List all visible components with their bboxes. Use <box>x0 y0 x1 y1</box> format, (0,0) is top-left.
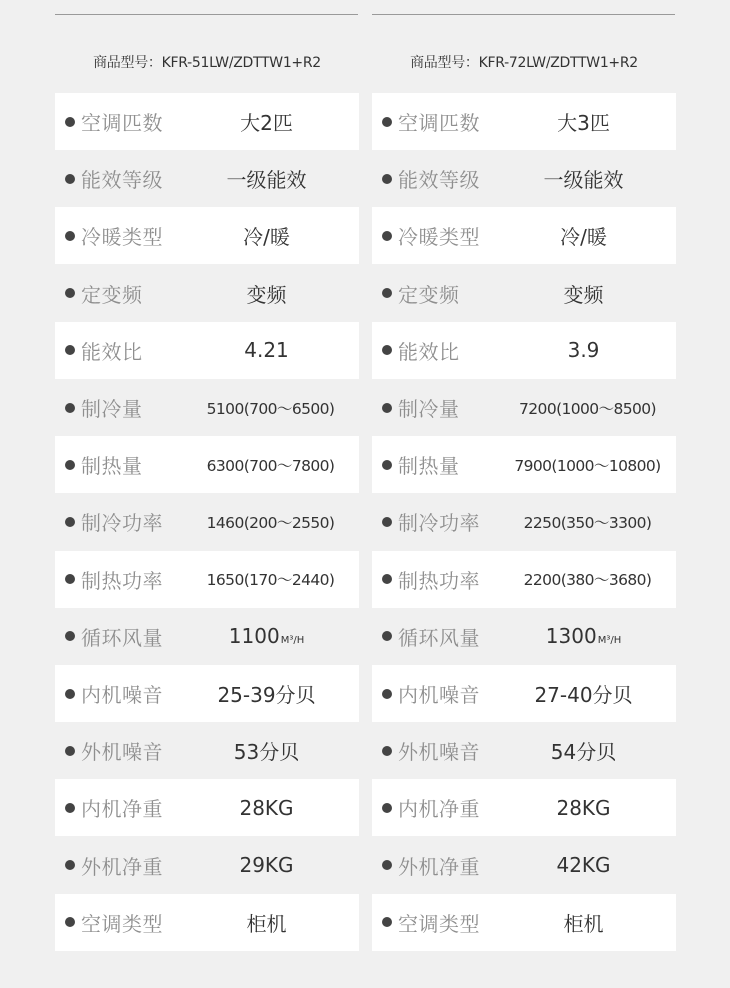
top-divider-right <box>372 14 675 15</box>
spec-row <box>372 779 676 836</box>
spec-value <box>503 454 676 476</box>
spec-value <box>186 624 359 648</box>
spec-value <box>503 624 676 648</box>
spec-label: 制冷功率 <box>398 511 480 536</box>
bullet-dot-icon <box>65 174 75 184</box>
spec-value <box>503 908 676 937</box>
spec-row <box>55 493 359 550</box>
spec-row <box>372 551 676 608</box>
bullet-dot-icon <box>382 631 392 641</box>
spec-label: 定变频 <box>398 282 460 307</box>
bullet-dot-icon <box>382 231 392 241</box>
spec-label: 空调匹数 <box>398 111 480 135</box>
spec-value <box>503 164 676 193</box>
spec-value-text: 变频 <box>563 282 604 307</box>
bullet-dot-icon <box>65 517 75 527</box>
spec-value <box>186 853 359 877</box>
spec-label: 制冷量 <box>81 397 143 421</box>
bullet-dot-icon <box>65 117 75 127</box>
spec-label: 制冷量 <box>398 397 460 421</box>
bullet-dot-icon <box>382 574 392 584</box>
spec-value <box>186 511 359 533</box>
spec-row <box>372 665 676 722</box>
bullet-dot-icon <box>65 917 75 927</box>
spec-label: 循环风量 <box>81 625 163 650</box>
spec-row <box>55 779 359 836</box>
spec-value <box>503 796 676 820</box>
spec-value-text: 冷/暖 <box>560 225 607 250</box>
spec-label: 制热功率 <box>398 568 480 593</box>
spec-value-text: 柜机 <box>246 911 287 936</box>
bullet-dot-icon <box>382 460 392 470</box>
spec-row <box>55 894 359 951</box>
bullet-dot-icon <box>382 860 392 870</box>
bullet-dot-icon <box>65 231 75 241</box>
spec-value-text: 一级能效 <box>543 168 624 193</box>
spec-row <box>55 665 359 722</box>
spec-value-text: 25-39分贝 <box>217 683 316 707</box>
spec-value-text: 4.21 <box>244 338 289 363</box>
model-number: 商品型号：KFR-72LW/ZDTTW1+R2 <box>410 55 638 71</box>
spec-label: 外机噪音 <box>81 740 163 765</box>
spec-label: 内机净重 <box>398 797 480 822</box>
spec-value-text: 2250(350～3300) <box>523 513 652 532</box>
spec-value <box>186 908 359 937</box>
bullet-dot-icon <box>382 174 392 184</box>
spec-label: 能效比 <box>81 339 143 364</box>
spec-row <box>372 493 676 550</box>
bullet-dot-icon <box>382 517 392 527</box>
spec-label: 外机净重 <box>398 854 480 879</box>
spec-value-text: 3.9 <box>567 338 600 363</box>
spec-value-text: 2200(380～3680) <box>523 571 652 590</box>
spec-row <box>55 436 359 493</box>
spec-value <box>503 279 676 308</box>
spec-value-text: 1300 <box>545 624 597 649</box>
spec-label: 内机噪音 <box>398 683 480 707</box>
bullet-dot-icon <box>65 803 75 813</box>
spec-value <box>186 679 359 708</box>
spec-value-text: 一级能效 <box>226 168 307 193</box>
spec-label: 外机净重 <box>81 854 163 879</box>
spec-value-text: 变频 <box>246 282 287 307</box>
spec-value <box>503 221 676 250</box>
spec-value <box>186 796 359 820</box>
spec-unit: M³/H <box>597 635 622 647</box>
bullet-dot-icon <box>382 746 392 756</box>
spec-value <box>186 279 359 308</box>
spec-value-text: 大3匹 <box>557 111 610 135</box>
spec-value-text: 29KG <box>239 853 294 878</box>
spec-label: 能效等级 <box>398 168 480 193</box>
spec-value <box>503 853 676 877</box>
spec-label: 能效比 <box>398 339 460 364</box>
spec-value <box>503 338 676 362</box>
spec-row <box>55 608 359 665</box>
spec-row <box>55 93 359 150</box>
spec-row <box>372 894 676 951</box>
spec-row <box>55 150 359 207</box>
model-number: 商品型号：KFR-51LW/ZDTTW1+R2 <box>93 55 321 71</box>
spec-value-text: 28KG <box>239 795 294 820</box>
spec-value-text: 6300(700～7800) <box>206 456 335 475</box>
spec-value <box>503 107 676 136</box>
spec-row <box>55 551 359 608</box>
spec-label: 制热量 <box>398 454 460 479</box>
bullet-dot-icon <box>382 345 392 355</box>
spec-label: 内机净重 <box>81 797 163 822</box>
spec-row <box>55 265 359 322</box>
bullet-dot-icon <box>382 803 392 813</box>
bullet-dot-icon <box>65 574 75 584</box>
spec-value-text: 5100(700～6500) <box>206 399 335 418</box>
spec-row <box>372 436 676 493</box>
spec-value <box>186 164 359 193</box>
spec-value <box>186 454 359 476</box>
top-divider-left <box>55 14 358 15</box>
spec-value-text: 28KG <box>556 795 611 820</box>
bullet-dot-icon <box>65 689 75 699</box>
spec-row <box>372 150 676 207</box>
spec-value-text: 1460(200～2550) <box>206 513 335 532</box>
spec-row <box>55 722 359 779</box>
spec-label: 循环风量 <box>398 625 480 650</box>
spec-value <box>503 679 676 708</box>
bullet-dot-icon <box>65 403 75 413</box>
spec-row <box>372 837 676 894</box>
spec-row <box>55 379 359 436</box>
bullet-dot-icon <box>65 746 75 756</box>
spec-row <box>372 322 676 379</box>
spec-value <box>186 338 359 362</box>
spec-value-text: 54分贝 <box>550 740 617 765</box>
bullet-dot-icon <box>65 345 75 355</box>
spec-label: 制热量 <box>81 454 143 479</box>
spec-value <box>503 511 676 533</box>
spec-value <box>186 568 359 590</box>
spec-value-text: 柜机 <box>563 911 604 936</box>
bullet-dot-icon <box>65 288 75 298</box>
spec-label: 冷暖类型 <box>81 225 163 250</box>
bullet-dot-icon <box>382 117 392 127</box>
spec-value <box>186 736 359 765</box>
spec-label: 空调匹数 <box>81 111 163 135</box>
spec-row <box>372 722 676 779</box>
bullet-dot-icon <box>65 631 75 641</box>
bullet-dot-icon <box>65 460 75 470</box>
spec-label: 定变频 <box>81 282 143 307</box>
spec-value-text: 53分贝 <box>233 740 300 765</box>
spec-row <box>372 379 676 436</box>
spec-row <box>55 837 359 894</box>
spec-value <box>186 107 359 136</box>
spec-value <box>186 221 359 250</box>
bullet-dot-icon <box>65 860 75 870</box>
spec-row <box>55 322 359 379</box>
spec-value-text: 大2匹 <box>240 111 293 135</box>
spec-value-text: 1100 <box>228 624 280 649</box>
spec-label: 制冷功率 <box>81 511 163 536</box>
spec-label: 冷暖类型 <box>398 225 480 250</box>
bullet-dot-icon <box>382 288 392 298</box>
spec-value-text: 1650(170～2440) <box>206 571 335 590</box>
spec-value-text: 冷/暖 <box>243 225 290 250</box>
spec-value <box>186 397 359 419</box>
spec-row <box>372 93 676 150</box>
spec-label: 制热功率 <box>81 568 163 593</box>
spec-value <box>503 736 676 765</box>
spec-value-text: 27-40分贝 <box>534 683 633 707</box>
bullet-dot-icon <box>382 917 392 927</box>
spec-value-text: 42KG <box>556 853 611 878</box>
spec-row <box>372 207 676 264</box>
spec-unit: M³/H <box>280 635 305 647</box>
spec-label: 空调类型 <box>81 911 163 936</box>
spec-row <box>372 265 676 322</box>
spec-row <box>55 207 359 264</box>
spec-value-text: 7900(1000～10800) <box>514 456 661 475</box>
spec-row <box>372 608 676 665</box>
spec-value-text: 7200(1000～8500) <box>519 399 656 418</box>
spec-value <box>503 568 676 590</box>
spec-label: 内机噪音 <box>81 683 163 707</box>
bullet-dot-icon <box>382 689 392 699</box>
spec-value <box>503 397 676 419</box>
spec-label: 能效等级 <box>81 168 163 193</box>
spec-label: 外机噪音 <box>398 740 480 765</box>
bullet-dot-icon <box>382 403 392 413</box>
spec-label: 空调类型 <box>398 911 480 936</box>
